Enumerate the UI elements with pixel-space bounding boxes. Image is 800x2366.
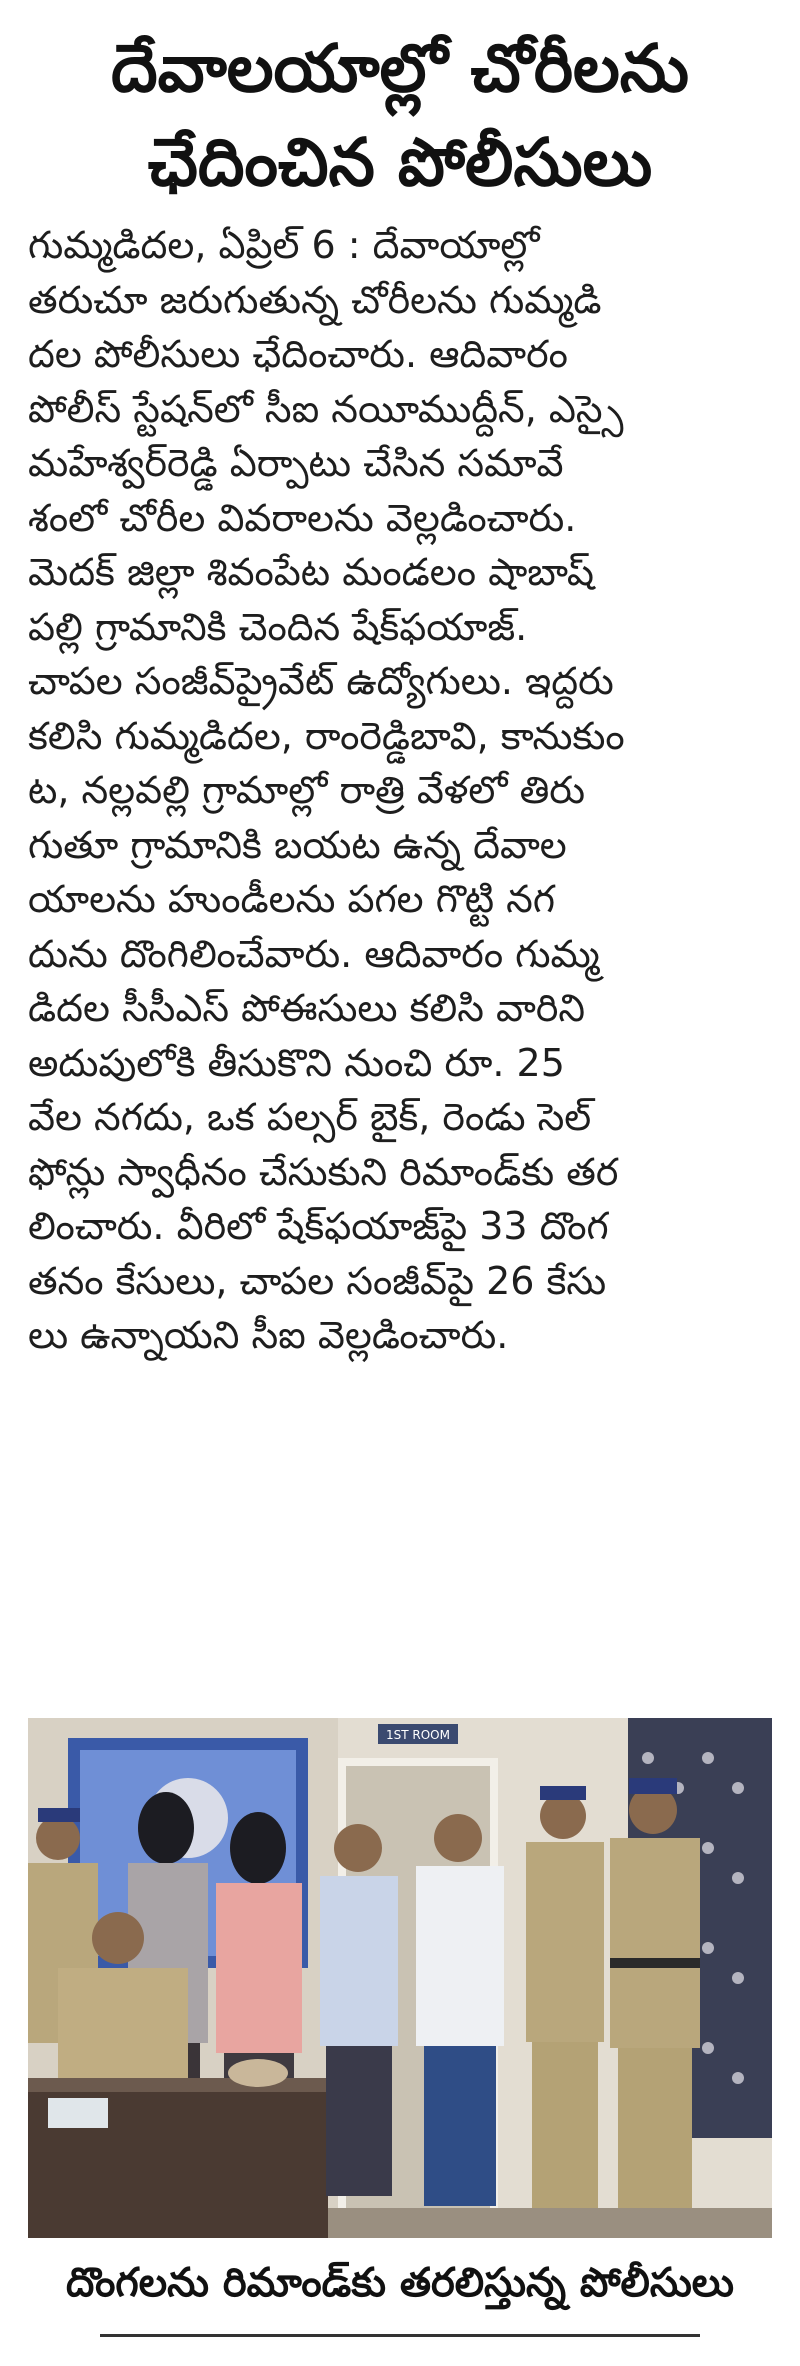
news-photo bbox=[28, 1718, 772, 2238]
person-police-right-1 bbox=[526, 1786, 604, 2212]
article-line: డిదల సీసీఎస్ పోఈసులు కలిసి వారిని bbox=[28, 986, 586, 1030]
article-line: చాపల సంజీవ్‌ప్రైవేట్ ఉద్యోగులు. ఇద్దరు bbox=[28, 659, 614, 703]
person-civilian-1 bbox=[320, 1824, 398, 2196]
person-civilian-2 bbox=[416, 1814, 504, 2206]
article-line: మెదక్ జిల్లా శివంపేట మండలం షాబాష్ bbox=[28, 550, 594, 594]
article-body bbox=[28, 218, 772, 1363]
article-line: దల పోలీసులు ఛేదించారు. ఆదివారం bbox=[28, 332, 568, 376]
police-group-photo bbox=[28, 1718, 772, 2238]
article-line: పల్లి గ్రామానికి చెందిన షేక్‌ఫయాజ్. bbox=[28, 604, 528, 649]
article-line: దును దొంగిలించేవారు. ఆదివారం గుమ్మ bbox=[28, 931, 600, 976]
article-line: ట, నల్లవల్లి గ్రామాల్లో రాత్రి వేళలో తిరు bbox=[28, 768, 585, 812]
article-line: లించారు. వీరిలో షేక్‌ఫయాజ్‌పై 33 దొంగ bbox=[28, 1204, 609, 1248]
article-line: కలిసి గుమ్మడిదల, రాంరెడ్డిబావి, కానుకుం bbox=[28, 713, 625, 758]
article-line: గుమ్మడిదల, ఏప్రిల్ 6 : దేవాయాల్లో bbox=[28, 223, 540, 267]
article-line: యాలను హుండీలను పగల గొట్టి నగ bbox=[28, 877, 556, 921]
headline-line-1: దేవాలయాల్లో చోరీలను bbox=[111, 30, 689, 107]
article-line: లు ఉన్నాయని సీఐ వెల్లడించారు. bbox=[28, 1313, 509, 1357]
bottom-divider bbox=[100, 2334, 700, 2337]
article-line: పోలీస్ స్టేషన్‌లో సీఐ నయీముద్దీన్, ఎస్సై bbox=[28, 386, 624, 431]
photo-caption: దొంగలను రిమాండ్‌కు తరలిస్తున్న పోలీసులు bbox=[65, 2260, 735, 2306]
article-line: వేల నగదు, ఒక పల్సర్ బైక్, రెండు సెల్ bbox=[28, 1095, 592, 1139]
article-line: ఫోన్లు స్వాధీనం చేసుకుని రిమాండ్‌కు తర bbox=[28, 1149, 619, 1194]
article-line: గుతూ గ్రామానికి బయట ఉన్న దేవాల bbox=[28, 822, 567, 867]
person-police-right-2 bbox=[610, 1778, 700, 2218]
wall-sign-text: 1ST ROOM bbox=[386, 1728, 450, 1742]
article-headline bbox=[0, 22, 800, 210]
article-line: శంలో చోరీల వివరాలను వెల్లడించారు. bbox=[28, 495, 577, 540]
article-line: తరుచూ జరుగుతున్న చోరీలను గుమ్మడి bbox=[28, 277, 602, 322]
article-line: తనం కేసులు, చాపల సంజీవ్‌పై 26 కేసు bbox=[28, 1258, 607, 1303]
article-line: మహేశ్వర్‌రెడ్డి ఏర్పాటు చేసిన సమావే bbox=[28, 441, 564, 485]
article-line: అదుపులోకి తీసుకొని నుంచి రూ. 25 bbox=[28, 1040, 565, 1085]
headline-line-2: ఛేదించిన పోలీసులు bbox=[147, 124, 653, 201]
